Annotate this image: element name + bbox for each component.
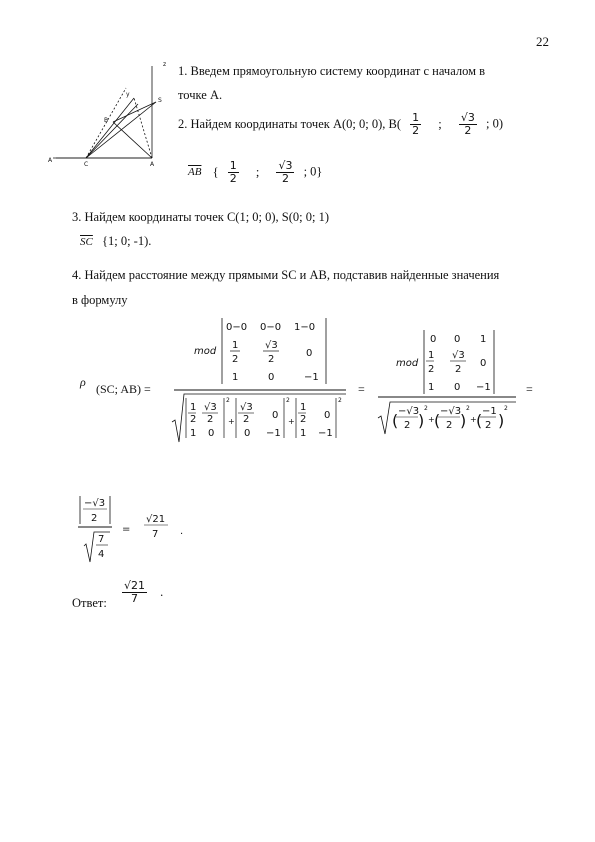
result-den: 2 (91, 513, 98, 524)
det1-cell: 2 (232, 354, 239, 365)
step1-line1: 1. Введем прямоугольную систему координат с началом в (178, 64, 486, 78)
result-expression (76, 494, 196, 566)
result-eq: = (122, 524, 131, 535)
svg-text:−1: −1 (482, 406, 497, 417)
svg-text:0: 0 (208, 428, 215, 439)
svg-text:1: 1 (190, 402, 197, 413)
step2-line (178, 112, 503, 136)
frac-num: √3 (278, 159, 293, 172)
result-ans-num: √21 (146, 514, 166, 525)
step4-line1: 4. Найдем расстояние между прямыми SC и AB, подставив найденные значения (72, 268, 500, 282)
label-c: C (84, 161, 89, 168)
vector-ab-name: $\overline{AB}$ (188, 166, 202, 179)
vector-sc-coords: {1; 0; -1). (101, 234, 152, 248)
svg-text:+: + (228, 417, 235, 426)
answer-dot: . (160, 584, 164, 599)
vector-sc-line (80, 234, 151, 249)
det1-cell: 1 (232, 372, 239, 383)
step1-line2: точке А. (178, 88, 223, 102)
svg-text:2: 2 (300, 414, 307, 425)
svg-text:+: + (288, 417, 295, 426)
vector-sc-name: $\overline{SC}$ (80, 236, 93, 248)
frac-num: 1 (412, 111, 420, 124)
frac-num: √3 (460, 111, 475, 124)
result-root: 7 (98, 534, 105, 545)
svg-text:√3: √3 (240, 402, 253, 413)
result-num: −√3 (84, 498, 106, 509)
label-b: B (104, 117, 109, 124)
answer-frac (122, 580, 147, 604)
step4-line2: в формулу (72, 293, 128, 307)
label-z: z (163, 61, 167, 68)
svg-text:2: 2 (455, 364, 462, 375)
step2-frac-sqrt3 (459, 112, 477, 136)
formula-rho: ρ (80, 375, 86, 389)
step3-text: 3. Найдем координаты точек С(1; 0; 0), S(0; 0; 1) (72, 210, 330, 224)
step2-tail: ; 0) (486, 116, 504, 131)
det1-cell: 2 (268, 354, 275, 365)
det1-cell: 0 (306, 348, 313, 359)
det1-cell: 0−0 (226, 322, 248, 333)
svg-text:−1: −1 (476, 382, 491, 393)
label-y: y (126, 91, 130, 98)
edge-a-b (113, 122, 152, 158)
svg-text:2: 2 (428, 364, 435, 375)
svg-text:0: 0 (430, 334, 437, 345)
svg-text:(: ( (434, 411, 441, 430)
det1-cell: 0−0 (260, 322, 282, 333)
svg-text:+: + (428, 415, 435, 424)
answer-value (122, 580, 163, 604)
svg-text:1: 1 (300, 428, 307, 439)
result-ans-den: 7 (152, 529, 159, 540)
equals-2: = (526, 382, 533, 396)
svg-text:2: 2 (226, 397, 230, 404)
svg-text:1: 1 (300, 402, 307, 413)
svg-text:0: 0 (454, 382, 461, 393)
svg-text:−√3: −√3 (440, 406, 462, 417)
formula-fraction-2 (376, 326, 521, 438)
svg-text:2: 2 (207, 414, 214, 425)
det1-cell: 0 (268, 372, 275, 383)
svg-text:1: 1 (190, 428, 197, 439)
svg-text:(: ( (392, 411, 399, 430)
vector-ab-frac-half (228, 160, 239, 184)
answer-label: Ответ: (72, 596, 107, 610)
svg-text:): ) (418, 411, 425, 430)
edge-cs2 (86, 102, 156, 158)
svg-text:−1: −1 (266, 428, 281, 439)
svg-text:1: 1 (428, 382, 435, 393)
svg-text:0: 0 (324, 410, 331, 421)
svg-text:√3: √3 (204, 402, 217, 413)
frac-den: 2 (229, 171, 237, 185)
page-number: 22 (536, 34, 549, 49)
svg-text:+: + (470, 415, 477, 424)
svg-text:2: 2 (190, 414, 197, 425)
formula-args: (SC; AB) = (96, 382, 151, 396)
det1-cell: √3 (265, 340, 278, 351)
svg-text:1: 1 (480, 334, 487, 345)
pyramid-figure (48, 58, 173, 173)
det1-cell: 1 (232, 340, 239, 351)
svg-text:2: 2 (424, 405, 428, 412)
svg-text:0: 0 (480, 358, 487, 369)
svg-text:2: 2 (243, 414, 250, 425)
answer-den: 7 (131, 591, 138, 605)
label-s: S (158, 97, 162, 104)
vector-ab-open: { (212, 164, 219, 179)
svg-text:): ) (460, 411, 467, 430)
vector-ab-line (188, 160, 322, 184)
step2-frac-half (410, 112, 421, 136)
frac-den: 2 (281, 171, 289, 185)
label-a: A (150, 161, 155, 168)
vector-ab-tail: ; 0} (303, 164, 323, 179)
vector-ab-frac-sqrt3 (276, 160, 294, 184)
svg-text:−1: −1 (318, 428, 333, 439)
frac-num: 1 (229, 159, 237, 172)
svg-text:2: 2 (446, 420, 453, 431)
svg-text:2: 2 (286, 397, 290, 404)
svg-text:1: 1 (428, 350, 435, 361)
det1-cell: 1−0 (294, 322, 316, 333)
svg-text:2: 2 (404, 420, 411, 431)
svg-text:0: 0 (244, 428, 251, 439)
step2-sep: ; (438, 116, 442, 131)
mod-label-2: mod (396, 358, 419, 369)
equals-1: = (358, 382, 365, 396)
svg-text:): ) (498, 411, 505, 430)
det1-cell: −1 (304, 372, 319, 383)
formula-fraction-1 (170, 312, 350, 447)
svg-text:0: 0 (272, 410, 279, 421)
edge-cs (86, 98, 134, 158)
mod-label: mod (194, 346, 217, 357)
vector-ab-sep: ; (255, 164, 260, 179)
answer-num: √21 (124, 579, 146, 592)
svg-text:−√3: −√3 (398, 406, 420, 417)
svg-text:0: 0 (454, 334, 461, 345)
frac-den: 2 (412, 123, 420, 137)
frac-den: 2 (464, 123, 472, 137)
svg-text:2: 2 (466, 405, 470, 412)
svg-text:2: 2 (504, 405, 508, 412)
step2-text: 2. Найдем координаты точек А(0; 0; 0), В( (178, 116, 401, 131)
svg-text:2: 2 (338, 397, 342, 404)
result-dot: . (180, 526, 184, 537)
svg-text:(: ( (476, 411, 483, 430)
svg-text:2: 2 (485, 420, 492, 431)
label-a-left: A (48, 157, 53, 164)
result-root-den: 4 (98, 549, 105, 560)
svg-text:√3: √3 (452, 350, 465, 361)
